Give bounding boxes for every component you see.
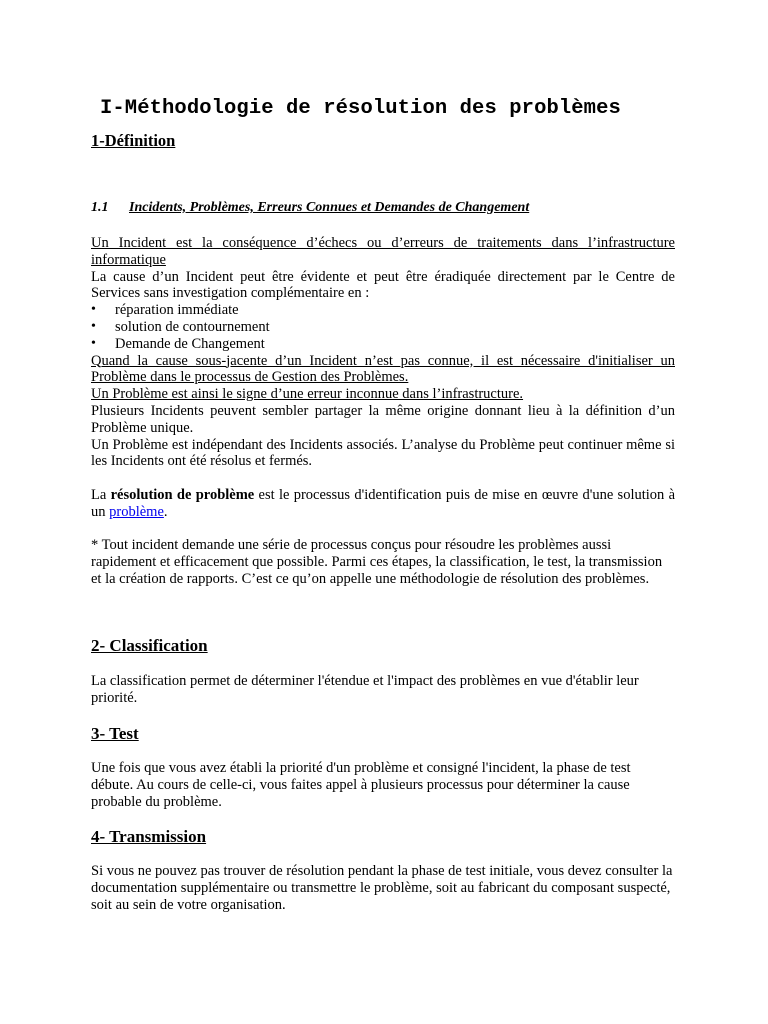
list-item-text: solution de contournement bbox=[115, 318, 270, 335]
resolution-options-list bbox=[91, 302, 675, 352]
document-title: I-Méthodologie de résolution des problèmes bbox=[100, 97, 621, 120]
paragraph-problem-independence: Un Problème est indépendant des Incidents associés. L’analyse du Problème peut continuer même si les Incidents ont été résolus et fermés. bbox=[91, 436, 675, 470]
bold-term: résolution de problème bbox=[110, 486, 255, 503]
probleme-link[interactable]: problème bbox=[109, 503, 164, 520]
section-test-heading: 3- Test bbox=[91, 724, 139, 743]
list-item bbox=[91, 302, 675, 319]
paragraph-problem-sign: Un Problème est ainsi le signe d’une erreur inconnue dans l’infrastructure. bbox=[91, 386, 524, 403]
paragraph-test: Une fois que vous avez établi la priorité d'un problème et consigné l'incident, la phase de test débute. Au cours de celle-ci, vous faites appel à plusieurs processus pour déterminer la cause probable du problème. bbox=[91, 760, 631, 810]
bullet-icon: • bbox=[91, 302, 96, 318]
subsection-number: 1.1 bbox=[91, 200, 109, 215]
bullet-icon: • bbox=[91, 335, 96, 351]
text-fragment: . bbox=[163, 503, 168, 520]
paragraph-incident-cause: La cause d’un Incident peut être évidente et peut être éradiquée directement par le Centre de Services sans investigation complémentaire en : bbox=[91, 268, 675, 302]
section-definition-heading: 1-Définition bbox=[91, 131, 176, 150]
text-fragment: est le processus d'identification puis de mise en œuvre d'une solution à un bbox=[91, 486, 676, 520]
subsection-heading bbox=[91, 200, 529, 216]
paragraph-classification: La classification permet de déterminer l'étendue et l'impact des problèmes en vue d'établir leur priorité. bbox=[91, 673, 639, 706]
paragraph-methodology-note: * Tout incident demande une série de processus conçus pour résoudre les problèmes aussi rapidement et efficacement que possible. Parmi ces étapes, la classification, le test, la transmission et la création de rapports. C’est ce qu’on appelle une méthodologie de résolution des problèmes. bbox=[91, 537, 663, 587]
section-classification-heading: 2- Classification bbox=[91, 636, 208, 655]
paragraph-problem-initialisation: Quand la cause sous-jacente d’un Incident n’est pas connue, il est nécessaire d'initialiser un Problème dans le processus de Gestion des Problèmes. bbox=[91, 352, 675, 386]
list-item-text: Demande de Changement bbox=[115, 335, 265, 352]
definition-body bbox=[91, 235, 675, 588]
section-transmission-heading: 4- Transmission bbox=[91, 827, 207, 846]
text-fragment: La bbox=[91, 486, 111, 503]
paragraph-transmission: Si vous ne pouvez pas trouver de résolution pendant la phase de test initiale, vous devez consulter la documentation supplémentaire ou transmettre le problème, soit au fabricant du composant suspecté, soit au sein de votre organisation. bbox=[91, 863, 673, 913]
paragraph-shared-origin: Plusieurs Incidents peuvent sembler partager la même origine donnant lieu à la définition d’un Problème unique. bbox=[91, 402, 675, 436]
bullet-icon: • bbox=[91, 318, 96, 334]
subsection-title: Incidents, Problèmes, Erreurs Connues et Demandes de Changement bbox=[129, 200, 530, 215]
paragraph-incident-definition: Un Incident est la conséquence d’échecs ou d’erreurs de traitements dans l’infrastructure informatique bbox=[91, 235, 675, 268]
paragraph-problem-resolution bbox=[91, 487, 675, 521]
list-item bbox=[91, 336, 675, 353]
list-item-text: réparation immédiate bbox=[115, 302, 239, 319]
list-item bbox=[91, 319, 675, 336]
